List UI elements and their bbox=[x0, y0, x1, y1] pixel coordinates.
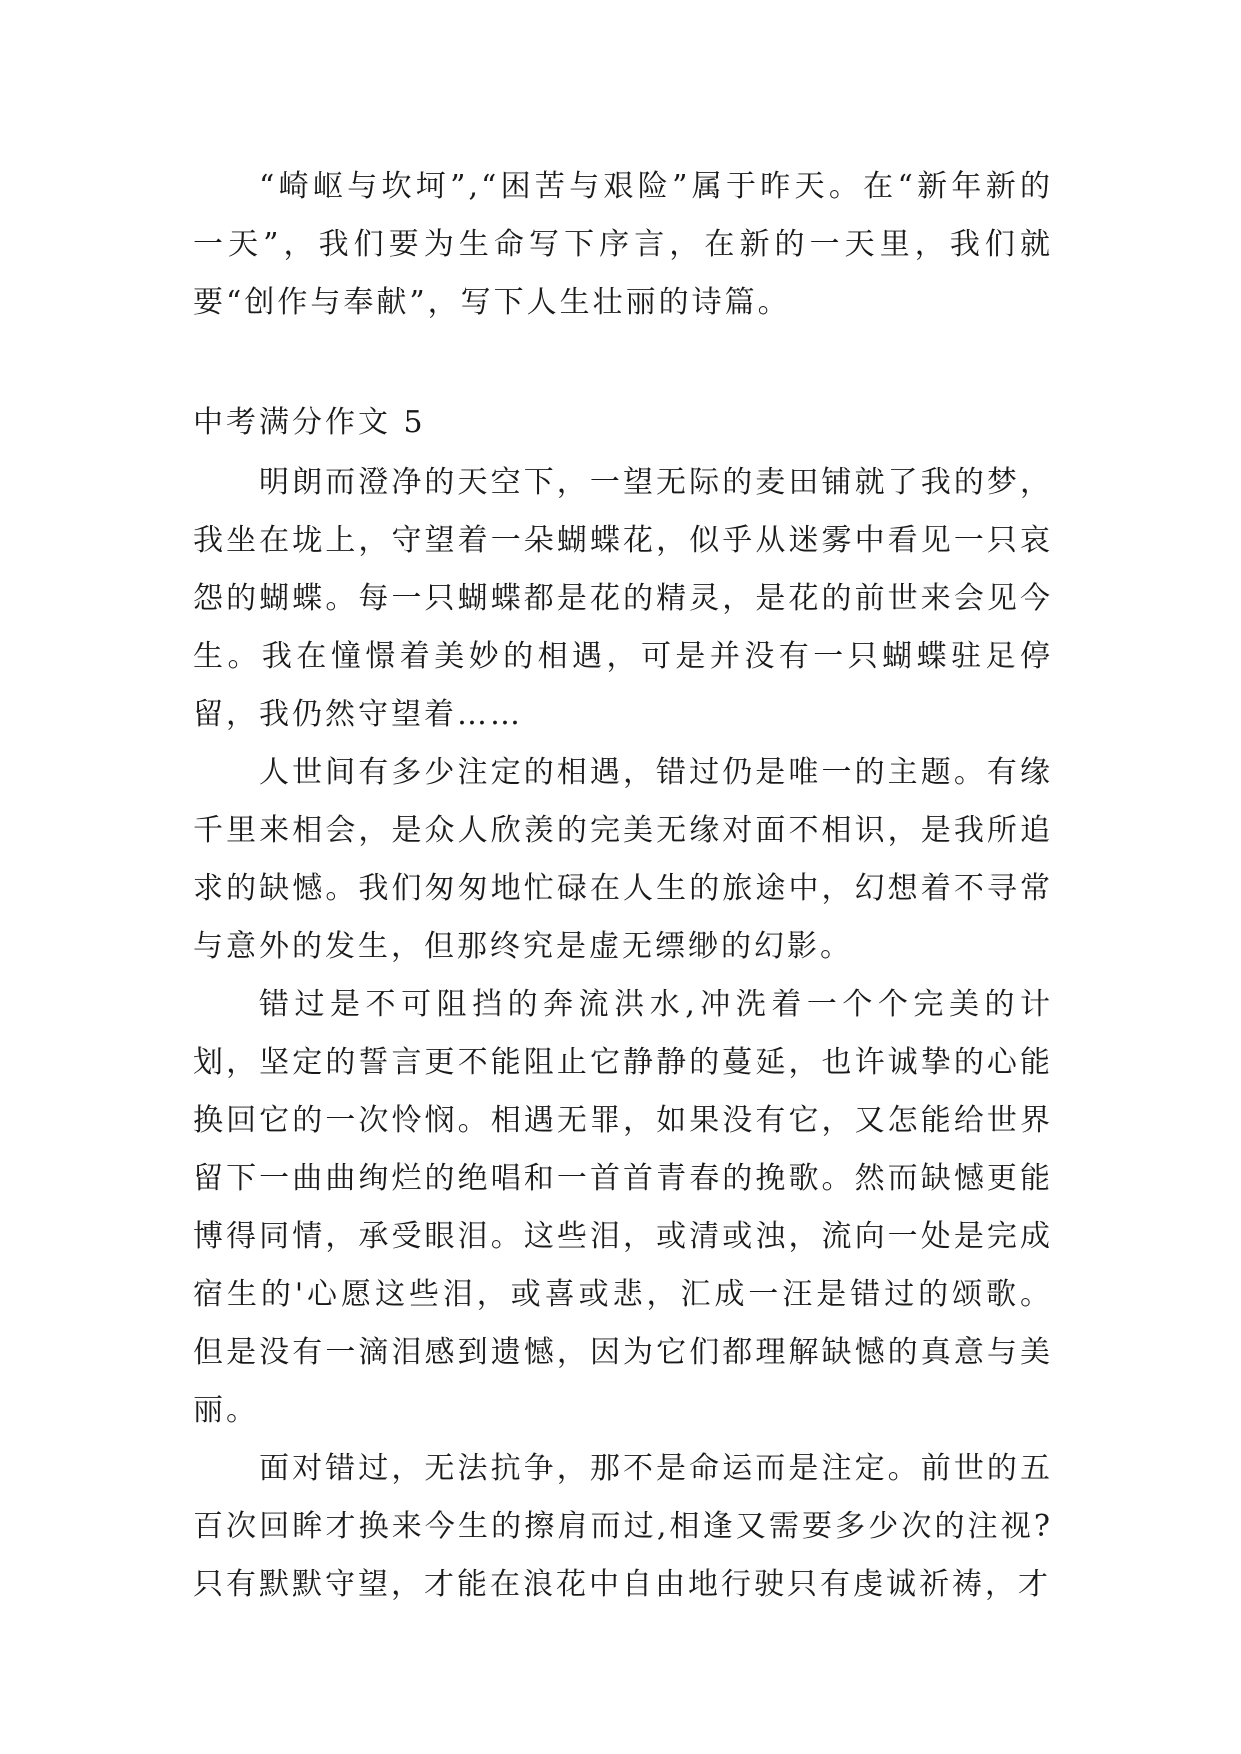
intro-section bbox=[193, 158, 1053, 332]
intro-paragraph: “崎岖与坎坷”,“困苦与艰险”属于昨天。在“新年新的一天”，我们要为生命写下序言，在新的一天里，我们就要“创作与奉献”，写下人生壮丽的诗篇。 bbox=[193, 169, 1053, 320]
section-title: 中考满分作文 5 bbox=[193, 405, 426, 440]
essay-paragraph-2: 人世间有多少注定的相遇，错过仍是唯一的主题。有缘千里来相会，是众人欣羡的完美无缘对面不相识，是我所追求的缺憾。我们匆匆地忙碌在人生的旅途中，幻想着不寻常与意外的发生，但那终究是虚无缥缈的幻影。 bbox=[193, 755, 1053, 964]
essay-paragraph-4: 面对错过，无法抗争，那不是命运而是注定。前世的五百次回眸才换来今生的擦肩而过,相逢又需要多少次的注视?只有默默守望，才能在浪花中自由地行驶只有虔诚祈祷，才 bbox=[193, 1451, 1053, 1602]
essay-paragraph-1: 明朗而澄净的天空下，一望无际的麦田铺就了我的梦，我坐在垅上，守望着一朵蝴蝶花，似乎从迷雾中看见一只哀怨的蝴蝶。每一只蝴蝶都是花的精灵，是花的前世来会见今生。我在憧憬着美妙的相遇，可是并没有一只蝴蝶驻足停留，我仍然守望着…… bbox=[193, 465, 1053, 732]
essay-body bbox=[193, 454, 1053, 1614]
essay-paragraph-3: 错过是不可阻挡的奔流洪水,冲洗着一个个完美的计划，坚定的誓言更不能阻止它静静的蔓延，也许诚挚的心能换回它的一次怜悯。相遇无罪，如果没有它，又怎能给世界留下一曲曲绚烂的绝唱和一首首青春的挽歌。然而缺憾更能博得同情，承受眼泪。这些泪，或清或浊，流向一处是完成宿生的'心愿这些泪，或喜或悲，汇成一汪是错过的颂歌。但是没有一滴泪感到遗憾，因为它们都理解缺憾的真意与美丽。 bbox=[193, 987, 1053, 1428]
